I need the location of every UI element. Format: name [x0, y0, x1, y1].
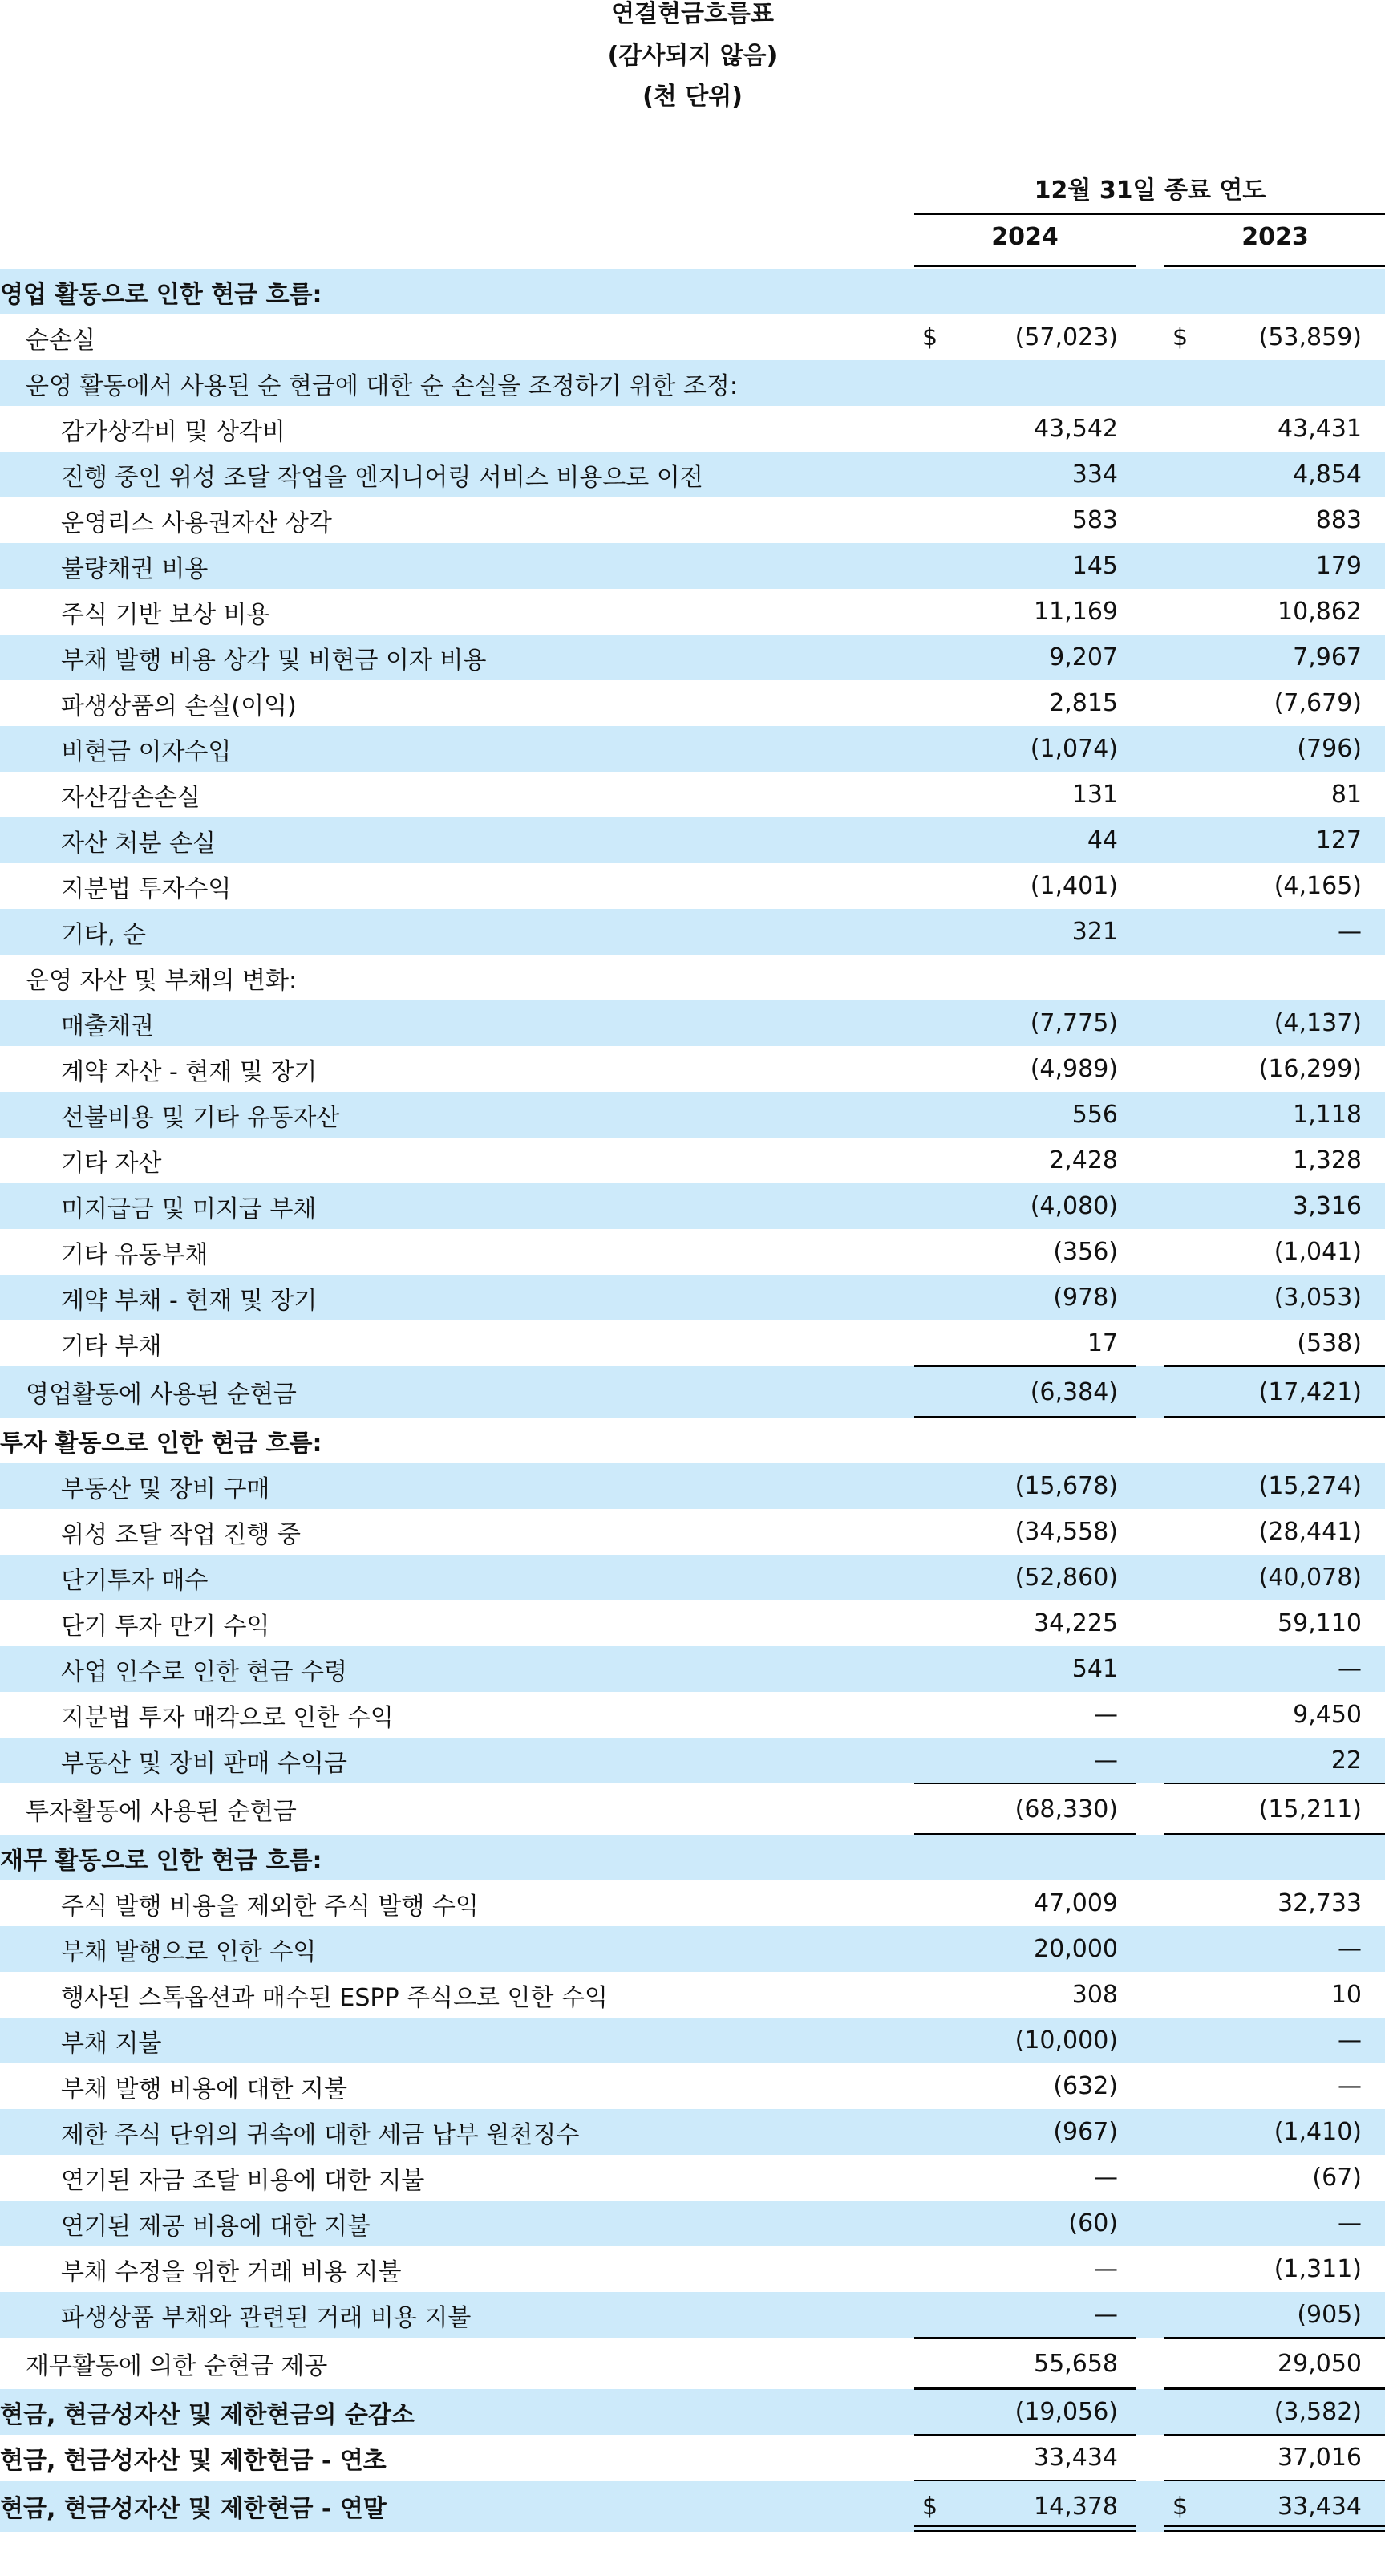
- value-2024: 334: [1071, 460, 1118, 489]
- row-label: 연기된 제공 비용에 대한 지불: [61, 2212, 371, 2241]
- table-row: [0, 2063, 1385, 2109]
- currency-symbol: $: [922, 2492, 938, 2521]
- value-2024: 11,169: [1034, 598, 1118, 626]
- value-2024: 131: [1071, 781, 1118, 809]
- value-2024: 2,815: [1049, 689, 1118, 717]
- table-row: [0, 269, 1385, 314]
- subtotal-rule: [1164, 2434, 1385, 2436]
- value-2023: 127: [1315, 826, 1362, 854]
- double-rule: [1164, 2525, 1385, 2527]
- row-label: 투자 활동으로 인한 현금 흐름:: [0, 1429, 322, 1458]
- value-2024: [933, 1418, 1118, 1463]
- table-row: [0, 817, 1385, 863]
- value-2023: 3,316: [1293, 1192, 1362, 1220]
- value-2023: 29,050: [1278, 2349, 1362, 2378]
- value-2024: 14,378: [1034, 2492, 1118, 2521]
- value-2024: —: [1094, 1746, 1118, 1775]
- value-2024: (15,678): [1014, 1472, 1118, 1500]
- row-label: 자산감손손실: [61, 783, 200, 812]
- year-2024-header: 2024: [991, 223, 1059, 251]
- table-row: [0, 1880, 1385, 1926]
- row-label: 연기된 자금 조달 비용에 대한 지불: [61, 2166, 425, 2195]
- table-row: [0, 543, 1385, 589]
- value-2023: [1177, 269, 1362, 314]
- value-2023: —: [1338, 1655, 1362, 1683]
- row-label: 주식 발행 비용을 제외한 주식 발행 수익: [61, 1892, 479, 1921]
- double-rule: [1164, 2530, 1385, 2532]
- subtotal-rule: [1164, 1783, 1385, 1784]
- table-row: [0, 1275, 1385, 1320]
- value-2024: (10,000): [1014, 2026, 1118, 2055]
- value-2023: 883: [1315, 506, 1362, 534]
- value-2024: 33,434: [1034, 2444, 1118, 2472]
- table-row: [0, 1463, 1385, 1509]
- value-2023: (905): [1297, 2301, 1362, 2329]
- table-row: [0, 2018, 1385, 2063]
- value-2024: 2,428: [1049, 1146, 1118, 1174]
- value-2023: 33,434: [1278, 2492, 1362, 2521]
- value-2023: 10,862: [1278, 598, 1362, 626]
- value-2024: (1,401): [1030, 872, 1118, 900]
- value-2023: —: [1338, 2072, 1362, 2100]
- value-2024: 55,658: [1034, 2349, 1118, 2378]
- year-2024-rule: [914, 265, 1136, 267]
- value-2024: (632): [1053, 2072, 1118, 2100]
- row-label: 현금, 현금성자산 및 제한현금의 순감소: [0, 2400, 415, 2429]
- value-2023: (3,053): [1274, 1284, 1362, 1312]
- row-label: 부채 수정을 위한 거래 비용 지불: [61, 2258, 402, 2286]
- table-row: [0, 680, 1385, 726]
- value-2023: (1,410): [1274, 2118, 1362, 2146]
- value-2023: (28,441): [1258, 1518, 1362, 1546]
- subtotal-rule: [914, 2434, 1136, 2436]
- value-2023: —: [1338, 1935, 1362, 1963]
- subtotal-rule: [1164, 2337, 1385, 2339]
- subtotal-rule: [914, 2337, 1136, 2339]
- table-row: [0, 406, 1385, 452]
- row-label: 선불비용 및 기타 유동자산: [61, 1103, 340, 1132]
- row-label: 파생상품 부채와 관련된 거래 비용 지불: [61, 2303, 472, 2332]
- value-2023: (16,299): [1258, 1055, 1362, 1083]
- row-label: 비현금 이자수입: [61, 737, 232, 766]
- value-2024: —: [1094, 2301, 1118, 2329]
- value-2024: 20,000: [1034, 1935, 1118, 1963]
- table-row: [0, 1783, 1385, 1835]
- period-header: 12월 31일 종료 연도: [1034, 176, 1266, 205]
- value-2023: 1,118: [1293, 1101, 1362, 1129]
- value-2024: —: [1094, 2255, 1118, 2283]
- table-row: [0, 1092, 1385, 1138]
- table-row: [0, 452, 1385, 497]
- value-2024: 34,225: [1034, 1609, 1118, 1637]
- row-label: 현금, 현금성자산 및 제한현금 - 연초: [0, 2446, 387, 2475]
- value-2023: 59,110: [1278, 1609, 1362, 1637]
- table-row: [0, 1183, 1385, 1229]
- row-label: 부동산 및 장비 구매: [61, 1475, 270, 1503]
- table-row: [0, 1229, 1385, 1275]
- value-2024: 583: [1071, 506, 1118, 534]
- table-row: [0, 360, 1385, 406]
- value-2024: 556: [1071, 1101, 1118, 1129]
- table-row: [0, 1926, 1385, 1972]
- value-2024: 541: [1071, 1655, 1118, 1683]
- row-label: 단기투자 매수: [61, 1566, 209, 1595]
- value-2023: 9,450: [1293, 1701, 1362, 1729]
- table-row: [0, 314, 1385, 360]
- value-2024: 321: [1071, 918, 1118, 946]
- row-label: 단기 투자 만기 수익: [61, 1612, 270, 1641]
- value-2024: (57,023): [1014, 323, 1118, 351]
- row-label: 현금, 현금성자산 및 제한현금 - 연말: [0, 2495, 387, 2523]
- row-label: 불량채권 비용: [61, 554, 209, 583]
- year-2023-header: 2023: [1241, 223, 1309, 251]
- value-2023: (7,679): [1274, 689, 1362, 717]
- double-rule: [914, 2525, 1136, 2527]
- subtotal-rule: [914, 1783, 1136, 1784]
- value-2024: [933, 955, 1118, 1000]
- subtotal-rule: [914, 2388, 1136, 2390]
- value-2024: —: [1094, 1701, 1118, 1729]
- table-row: [0, 772, 1385, 817]
- row-label: 운영리스 사용권자산 상각: [61, 509, 332, 538]
- row-label: 기타 부채: [61, 1332, 162, 1361]
- table-row: [0, 1835, 1385, 1880]
- row-label: 부채 지불: [61, 2029, 162, 2058]
- value-2023: 4,854: [1293, 460, 1362, 489]
- row-label: 부채 발행으로 인한 수익: [61, 1937, 317, 1966]
- table-row: [0, 2292, 1385, 2338]
- row-label: 계약 자산 - 현재 및 장기: [61, 1057, 318, 1086]
- row-label: 주식 기반 보상 비용: [61, 600, 270, 629]
- value-2024: [933, 269, 1118, 314]
- row-label: 기타, 순: [61, 920, 147, 949]
- value-2023: 22: [1330, 1746, 1362, 1775]
- statement-units: (천 단위): [642, 83, 743, 111]
- value-2024: (19,056): [1014, 2398, 1118, 2426]
- subtotal-rule: [914, 1365, 1136, 1367]
- value-2023: 10: [1330, 1981, 1362, 2009]
- table-row: [0, 1320, 1385, 1366]
- value-2023: —: [1338, 918, 1362, 946]
- value-2023: (796): [1297, 735, 1362, 763]
- table-row: [0, 2109, 1385, 2155]
- table-row: [0, 2246, 1385, 2292]
- value-2023: [1177, 955, 1362, 1000]
- row-label: 부채 발행 비용 상각 및 비현금 이자 비용: [61, 646, 487, 675]
- table-row: [0, 497, 1385, 543]
- row-label: 운영 활동에서 사용된 순 현금에 대한 순 손실을 조정하기 위한 조정:: [26, 371, 738, 400]
- table-row: [0, 1046, 1385, 1092]
- value-2024: 47,009: [1034, 1889, 1118, 1917]
- table-row: [0, 1000, 1385, 1046]
- value-2024: 308: [1071, 1981, 1118, 2009]
- value-2023: (40,078): [1258, 1564, 1362, 1592]
- row-label: 파생상품의 손실(이익): [61, 692, 297, 720]
- value-2023: (538): [1297, 1329, 1362, 1357]
- table-row: [0, 1138, 1385, 1183]
- value-2024: 9,207: [1049, 643, 1118, 671]
- table-row: [0, 2435, 1385, 2481]
- table-row: [0, 863, 1385, 909]
- row-label: 영업 활동으로 인한 현금 흐름:: [0, 280, 322, 309]
- value-2024: (978): [1053, 1284, 1118, 1312]
- year-2023-rule: [1164, 265, 1385, 267]
- value-2024: (52,860): [1014, 1564, 1118, 1592]
- value-2023: (3,582): [1274, 2398, 1362, 2426]
- currency-symbol: $: [1172, 2492, 1189, 2521]
- table-row: [0, 726, 1385, 772]
- value-2024: (1,074): [1030, 735, 1118, 763]
- value-2024: (34,558): [1014, 1518, 1118, 1546]
- value-2023: —: [1338, 2026, 1362, 2055]
- table-row: [0, 2201, 1385, 2246]
- value-2024: [933, 1835, 1118, 1880]
- table-row: [0, 1646, 1385, 1692]
- value-2023: —: [1338, 2209, 1362, 2237]
- value-2024: 44: [1087, 826, 1118, 854]
- value-2023: (17,421): [1258, 1377, 1362, 1406]
- value-2023: 37,016: [1278, 2444, 1362, 2472]
- row-label: 부채 발행 비용에 대한 지불: [61, 2075, 347, 2103]
- value-2023: 81: [1330, 781, 1362, 809]
- double-rule: [914, 2530, 1136, 2532]
- table-row: [0, 1418, 1385, 1463]
- value-2024: (6,384): [1030, 1377, 1118, 1406]
- value-2023: 43,431: [1278, 415, 1362, 443]
- row-label: 부동산 및 장비 판매 수익금: [61, 1749, 347, 1778]
- table-row: [0, 1972, 1385, 2018]
- row-label: 매출채권: [61, 1012, 154, 1041]
- value-2024: (356): [1053, 1238, 1118, 1266]
- subtotal-rule: [1164, 1365, 1385, 1367]
- row-label: 위성 조달 작업 진행 중: [61, 1520, 301, 1549]
- statement-subtitle: (감사되지 않음): [607, 42, 778, 70]
- value-2024: (4,989): [1030, 1055, 1118, 1083]
- value-2024: —: [1094, 2164, 1118, 2192]
- value-2023: 32,733: [1278, 1889, 1362, 1917]
- row-label: 재무 활동으로 인한 현금 흐름:: [0, 1846, 322, 1875]
- row-label: 감가상각비 및 상각비: [61, 417, 286, 446]
- table-row: [0, 2481, 1385, 2532]
- row-label: 영업활동에 사용된 순현금: [26, 1381, 297, 1409]
- table-row: [0, 589, 1385, 635]
- row-label: 순손실: [26, 326, 95, 355]
- value-2023: (53,859): [1258, 323, 1362, 351]
- table-row: [0, 1555, 1385, 1600]
- value-2023: (15,211): [1258, 1795, 1362, 1823]
- row-label: 지분법 투자수익: [61, 874, 232, 903]
- value-2023: (4,137): [1274, 1009, 1362, 1037]
- row-label: 미지급금 및 미지급 부채: [61, 1195, 317, 1223]
- currency-symbol: $: [922, 323, 938, 351]
- period-rule: [914, 213, 1385, 215]
- value-2023: (1,311): [1274, 2255, 1362, 2283]
- row-label: 운영 자산 및 부채의 변화:: [26, 966, 298, 995]
- value-2023: (67): [1312, 2164, 1362, 2192]
- table-row: [0, 2155, 1385, 2201]
- table-row: [0, 909, 1385, 955]
- table-row: [0, 2338, 1385, 2389]
- subtotal-rule: [914, 2480, 1136, 2481]
- row-label: 재무활동에 의한 순현금 제공: [26, 2352, 328, 2380]
- value-2024: (7,775): [1030, 1009, 1118, 1037]
- value-2024: 145: [1071, 552, 1118, 580]
- value-2023: (15,274): [1258, 1472, 1362, 1500]
- value-2023: 7,967: [1293, 643, 1362, 671]
- statement-title: 연결현금흐름표: [611, 0, 774, 28]
- value-2024: [933, 360, 1118, 406]
- table-row: [0, 955, 1385, 1000]
- row-label: 사업 인수로 인한 현금 수령: [61, 1657, 347, 1686]
- row-label: 계약 부채 - 현재 및 장기: [61, 1286, 318, 1315]
- value-2023: [1177, 360, 1362, 406]
- table-row: [0, 635, 1385, 680]
- value-2023: 179: [1315, 552, 1362, 580]
- row-label: 진행 중인 위성 조달 작업을 엔지니어링 서비스 비용으로 이전: [61, 463, 703, 492]
- row-label: 제한 주식 단위의 귀속에 대한 세금 납부 원천징수: [61, 2120, 580, 2149]
- value-2023: [1177, 1418, 1362, 1463]
- value-2023: 1,328: [1293, 1146, 1362, 1174]
- value-2023: (4,165): [1274, 872, 1362, 900]
- row-label: 지분법 투자 매각으로 인한 수익: [61, 1703, 394, 1732]
- value-2024: (60): [1068, 2209, 1118, 2237]
- row-label: 기타 유동부채: [61, 1240, 209, 1269]
- value-2024: (4,080): [1030, 1192, 1118, 1220]
- table-row: [0, 1366, 1385, 1418]
- value-2023: (1,041): [1274, 1238, 1362, 1266]
- value-2024: 17: [1087, 1329, 1118, 1357]
- table-row: [0, 2389, 1385, 2435]
- row-label: 행사된 스톡옵션과 매수된 ESPP 주식으로 인한 수익: [61, 1983, 609, 2012]
- table-row: [0, 1692, 1385, 1738]
- value-2023: [1177, 1835, 1362, 1880]
- row-label: 자산 처분 손실: [61, 829, 216, 858]
- row-label: 기타 자산: [61, 1149, 162, 1178]
- currency-symbol: $: [1172, 323, 1189, 351]
- value-2024: (68,330): [1014, 1795, 1118, 1823]
- table-row: [0, 1509, 1385, 1555]
- table-row: [0, 1600, 1385, 1646]
- subtotal-rule: [1164, 2480, 1385, 2481]
- value-2024: 43,542: [1034, 415, 1118, 443]
- row-label: 투자활동에 사용된 순현금: [26, 1798, 297, 1826]
- table-row: [0, 1738, 1385, 1783]
- value-2024: (967): [1053, 2118, 1118, 2146]
- subtotal-rule: [1164, 2388, 1385, 2390]
